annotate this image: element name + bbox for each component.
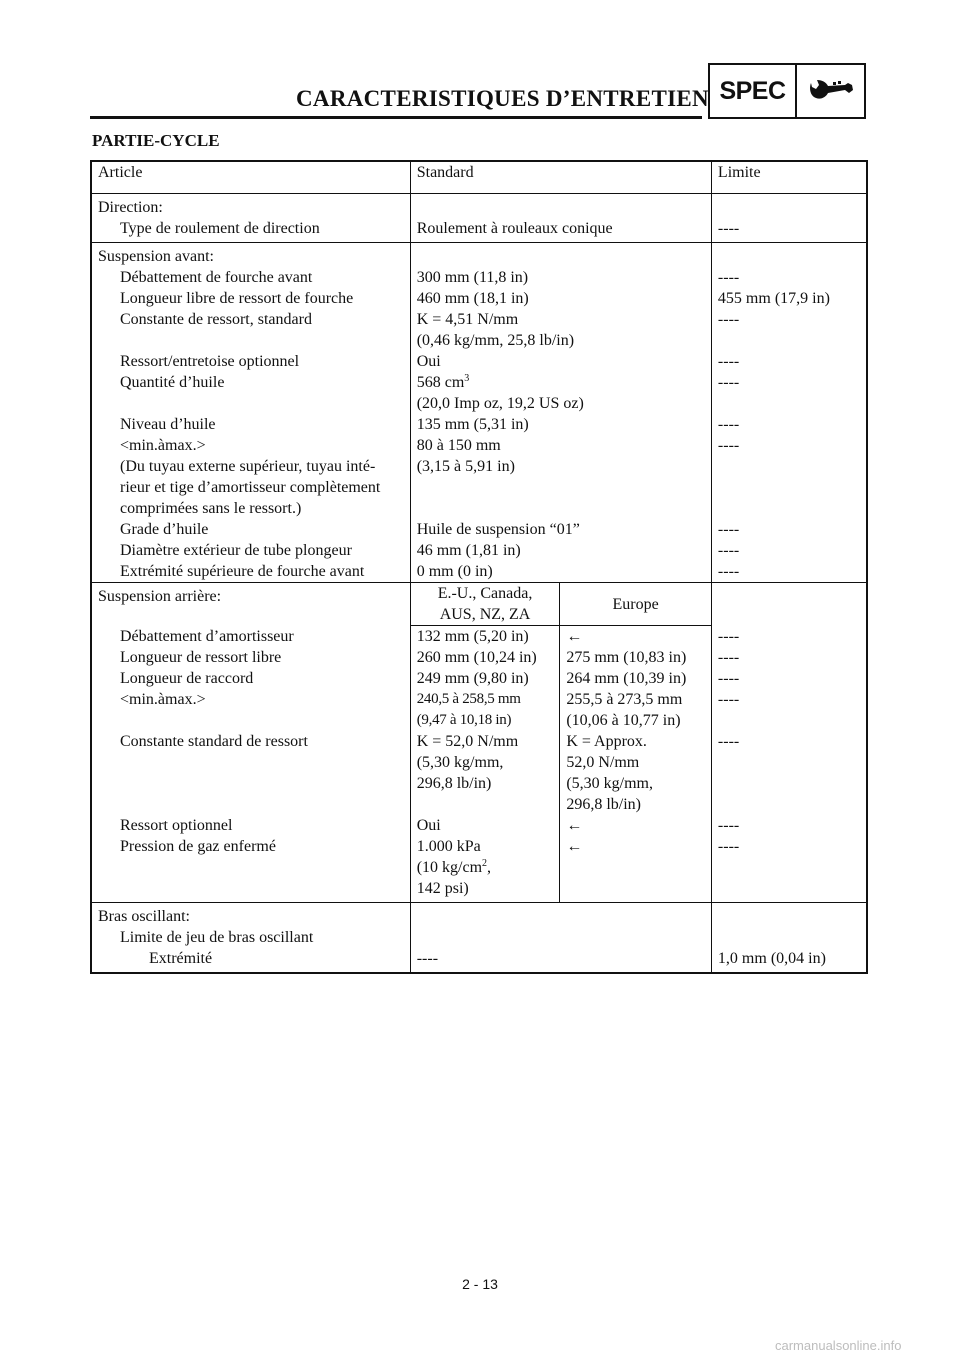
- row-label: Longueur de ressort libre: [120, 649, 282, 666]
- row-standard-line1: K = 4,51 N/mm: [416, 311, 519, 328]
- group-label-rear: Suspension arrière:: [91, 583, 410, 626]
- table-row: [91, 267, 867, 288]
- row-standard-us: [410, 731, 560, 815]
- col-header-europe: Europe: [560, 583, 712, 626]
- page-header-title: CARACTERISTIQUES D’ENTRETIEN: [296, 86, 709, 111]
- row-label: Pression de gaz enfermé: [120, 838, 276, 855]
- row-standard-eu: ←: [560, 836, 712, 903]
- row-standard-eu: ←: [560, 626, 712, 648]
- table-row: [91, 218, 867, 243]
- row-limit: ----: [711, 836, 867, 903]
- row-standard: 460 mm (18,1 in): [410, 288, 711, 309]
- row-limit: 455 mm (17,9 in): [711, 288, 867, 309]
- row-label: Constante de ressort, standard: [120, 311, 312, 328]
- row-standard-eu: [560, 731, 712, 815]
- group-label-direction: Direction:: [98, 199, 163, 216]
- table-row: [91, 351, 867, 372]
- row-standard-eu-line1: 255,5 à 273,5 mm: [566, 691, 683, 708]
- row-limit: ----: [711, 351, 867, 372]
- row-limit: ----: [711, 561, 867, 583]
- spec-table: [90, 160, 868, 974]
- table-row: [91, 477, 867, 498]
- row-standard-us-line3: 142 psi): [416, 880, 469, 897]
- row-standard: Oui: [410, 351, 711, 372]
- table-row: [91, 498, 867, 519]
- table-row: [91, 689, 867, 731]
- row-label: Niveau d’huile: [120, 416, 216, 433]
- row-standard-us-line2: (9,47 à 10,18 in): [416, 712, 512, 728]
- row-limit: ----: [711, 540, 867, 561]
- row-standard: 135 mm (5,31 in): [410, 414, 711, 435]
- table-row: [91, 372, 867, 414]
- row-standard-us: Oui: [410, 815, 560, 836]
- row-label: Longueur libre de ressort de fourche: [120, 290, 354, 307]
- row-label: Extrémité supérieure de fourche avant: [120, 563, 365, 580]
- row-limit: ----: [711, 309, 867, 351]
- row-standard-eu: 275 mm (10,83 in): [560, 647, 712, 668]
- header-standard: Standard: [410, 161, 711, 194]
- row-standard-us: 132 mm (5,20 in): [410, 626, 560, 648]
- row-standard-us-line1: K = 52,0 N/mm: [416, 733, 519, 750]
- row-limit: ----: [711, 815, 867, 836]
- row-standard-us-line2: (10 kg/cm: [416, 859, 483, 876]
- group-label-swingarm: Bras oscillant:: [91, 903, 410, 928]
- section-title: PARTIE-CYCLE: [92, 131, 220, 150]
- table-row: [91, 948, 867, 973]
- row-label: rieur et tige d’amortisseur complètement: [120, 479, 381, 496]
- row-standard-us: 260 mm (10,24 in): [410, 647, 560, 668]
- row-standard: [410, 309, 711, 351]
- table-header-row: [91, 161, 867, 194]
- row-standard-eu: ←: [560, 815, 712, 836]
- row-standard-line1: 568 cm: [416, 374, 465, 391]
- row-label: Diamètre extérieur de tube plongeur: [120, 542, 352, 559]
- table-row: [91, 561, 867, 583]
- wrench-icon: [797, 65, 864, 117]
- spec-badge: [708, 63, 866, 119]
- table-row: [91, 903, 867, 928]
- row-label: (Du tuyau externe supérieur, tuyau inté-: [120, 458, 376, 475]
- row-limit: ----: [711, 626, 867, 648]
- col-header-us-line2: AUS, NZ, ZA: [439, 606, 531, 623]
- row-standard: (3,15 à 5,91 in): [410, 456, 711, 477]
- table-row: [91, 540, 867, 561]
- table-row: [91, 647, 867, 668]
- table-row: [91, 414, 867, 435]
- row-standard-line2: (20,0 Imp oz, 19,2 US oz): [416, 395, 584, 412]
- row-label: Débattement d’amortisseur: [120, 627, 294, 645]
- row-label: Ressort/entretoise optionnel: [120, 353, 300, 370]
- row-label: Extrémité: [149, 950, 213, 967]
- table-row: [91, 194, 867, 219]
- row-standard-us: [410, 836, 560, 903]
- table-row: [91, 731, 867, 815]
- row-standard-us-line1: 1.000 kPa: [416, 838, 481, 855]
- row-standard-us-line2-tail: ,: [487, 859, 492, 876]
- row-standard-us-line1: 240,5 à 258,5 mm: [416, 691, 521, 707]
- row-standard: [410, 372, 711, 414]
- row-standard: Huile de suspension “01”: [410, 519, 711, 540]
- row-label: comprimées sans le ressort.): [120, 500, 302, 517]
- row-standard-eu-line2: (10,06 à 10,77 in): [566, 712, 681, 729]
- col-header-us: [410, 583, 560, 626]
- table-row: [91, 243, 867, 268]
- row-standard-eu-line1: K = Approx.: [566, 733, 647, 750]
- table-row: [91, 836, 867, 903]
- row-standard: 0 mm (0 in): [410, 561, 711, 583]
- table-row: [91, 815, 867, 836]
- row-standard-line2: (0,46 kg/mm, 25,8 lb/in): [416, 332, 575, 349]
- row-limit: ----: [711, 435, 867, 456]
- row-standard-eu-line4: 296,8 lb/in): [566, 796, 641, 813]
- table-row: [91, 456, 867, 477]
- group-label-front: Suspension avant:: [91, 243, 410, 268]
- row-standard: 300 mm (11,8 in): [410, 267, 711, 288]
- row-label: Ressort optionnel: [120, 817, 233, 834]
- row-label: <min.àmax.>: [120, 691, 206, 708]
- row-standard-eu-line2: 52,0 N/mm: [566, 754, 640, 771]
- spec-badge-label: SPEC: [710, 65, 797, 117]
- header-rule: [90, 116, 702, 119]
- row-label: Longueur de raccord: [120, 670, 254, 687]
- row-label: Constante standard de ressort: [120, 733, 308, 750]
- row-standard: Roulement à rouleaux conique: [410, 218, 711, 243]
- row-label: Limite de jeu de bras oscillant: [120, 929, 314, 946]
- row-limit: 1,0 mm (0,04 in): [711, 948, 867, 973]
- row-limit: ----: [711, 218, 867, 243]
- table-row: [91, 626, 867, 648]
- table-row: [91, 309, 867, 351]
- row-standard: 80 à 150 mm: [410, 435, 711, 456]
- table-row: [91, 583, 867, 626]
- row-limit: ----: [711, 731, 867, 815]
- superscript: 2: [482, 858, 488, 869]
- superscript: 3: [464, 373, 470, 384]
- row-standard-eu: [560, 689, 712, 731]
- header-limite: Limite: [711, 161, 867, 194]
- watermark: carmanualsonline.info: [775, 1338, 902, 1353]
- row-standard-us-line3: 296,8 lb/in): [416, 775, 492, 792]
- table-row: [91, 668, 867, 689]
- header-article: Article: [91, 161, 410, 194]
- row-limit: ----: [711, 372, 867, 414]
- row-standard: 46 mm (1,81 in): [410, 540, 711, 561]
- row-limit: ----: [711, 519, 867, 540]
- page-number: 2 - 13: [462, 1276, 498, 1292]
- row-standard-eu-line3: (5,30 kg/mm,: [566, 775, 653, 792]
- table-row: [91, 927, 867, 948]
- row-standard-eu: 264 mm (10,39 in): [560, 668, 712, 689]
- row-label: Type de roulement de direction: [120, 220, 320, 237]
- row-label: Grade d’huile: [120, 521, 209, 538]
- row-label: Quantité d’huile: [120, 374, 225, 391]
- row-standard-us-line2: (5,30 kg/mm,: [416, 754, 504, 771]
- table-row: [91, 288, 867, 309]
- row-limit: ----: [711, 668, 867, 689]
- row-label: <min.àmax.>: [120, 437, 206, 454]
- row-limit: ----: [711, 267, 867, 288]
- row-standard-us: [410, 689, 560, 731]
- row-limit: ----: [711, 647, 867, 668]
- row-limit: ----: [711, 689, 867, 731]
- row-label: Débattement de fourche avant: [120, 269, 313, 286]
- table-row: [91, 519, 867, 540]
- row-limit: ----: [711, 414, 867, 435]
- table-row: [91, 435, 867, 456]
- col-header-us-line1: E.-U., Canada,: [437, 585, 533, 602]
- row-standard-us: 249 mm (9,80 in): [410, 668, 560, 689]
- row-standard: ----: [410, 948, 711, 973]
